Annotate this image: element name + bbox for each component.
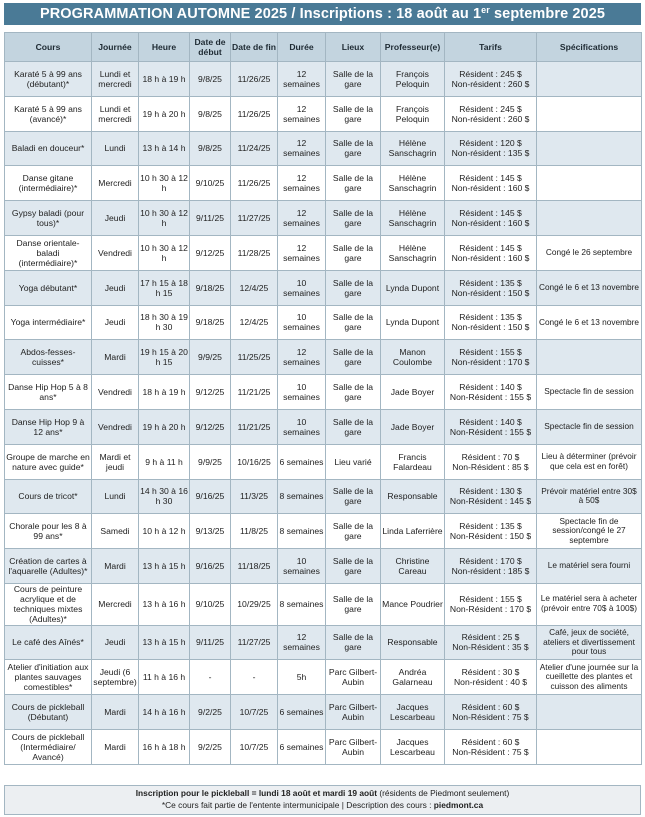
banner-title-part2: septembre 2025 <box>489 6 606 22</box>
cell-journee: Lundi <box>92 131 139 166</box>
tarif-non-resident: Non-Résident : 155 $ <box>449 426 532 437</box>
cell-tarifs <box>445 201 537 236</box>
cell-heure: 14 h à 16 h <box>139 695 190 730</box>
cell-professeur: Responsable <box>381 479 445 514</box>
cell-journee: Vendredi <box>92 409 139 444</box>
cell-cours: Danse gitane (intermédiaire)* <box>5 166 92 201</box>
cell-duree: 12 semaines <box>278 201 326 236</box>
footer-notes <box>4 785 641 815</box>
footer-website-link[interactable]: piedmont.ca <box>433 800 484 810</box>
tarif-resident: Résident : 25 $ <box>461 632 520 643</box>
cell-specifications: Le matériel sera fourni <box>537 549 642 584</box>
cell-date-debut: 9/18/25 <box>190 270 231 305</box>
cell-cours: Cours de tricot* <box>5 479 92 514</box>
cell-heure: 13 h à 16 h <box>139 583 190 625</box>
cell-duree: 10 semaines <box>278 549 326 584</box>
cell-journee: Mardi <box>92 549 139 584</box>
tarif-resident: Résident : 155 $ <box>459 594 522 605</box>
cell-date-fin: 12/4/25 <box>231 270 278 305</box>
cell-heure: 10 h 30 à 12 h <box>139 235 190 270</box>
cell-tarifs <box>445 270 537 305</box>
cell-cours: Yoga intermédiaire* <box>5 305 92 340</box>
cell-heure: 19 h à 20 h <box>139 409 190 444</box>
table-row <box>5 514 642 549</box>
cell-date-debut: 9/12/25 <box>190 235 231 270</box>
tarif-non-resident: Non-Résident : 150 $ <box>449 531 532 542</box>
cell-tarifs <box>445 409 537 444</box>
cell-date-fin: 11/24/25 <box>231 131 278 166</box>
table-row <box>5 96 642 131</box>
cell-heure: 9 h à 11 h <box>139 444 190 479</box>
table-header-row <box>5 33 642 62</box>
cell-specifications <box>537 96 642 131</box>
tarif-non-resident: Non-résident : 135 $ <box>451 148 530 159</box>
cell-date-debut: 9/13/25 <box>190 514 231 549</box>
cell-date-debut: 9/11/25 <box>190 625 231 660</box>
cell-specifications: Le matériel sera à acheter (prévoir entre 70$ à 100$) <box>537 583 642 625</box>
banner-title-part1: PROGRAMMATION AUTOMNE 2025 / Inscriptions : 18 août au 1 <box>39 6 482 22</box>
cell-duree: 8 semaines <box>278 514 326 549</box>
cell-lieux: Lieu varié <box>326 444 381 479</box>
cell-journee: Mardi <box>92 729 139 764</box>
cell-date-debut: 9/11/25 <box>190 201 231 236</box>
tarif-resident: Résident : 135 $ <box>459 277 522 288</box>
cell-cours: Baladi en douceur* <box>5 131 92 166</box>
cell-date-fin: - <box>231 660 278 695</box>
cell-date-fin: 11/25/25 <box>231 340 278 375</box>
cell-date-fin: 11/18/25 <box>231 549 278 584</box>
cell-date-debut: 9/16/25 <box>190 479 231 514</box>
table-row <box>5 444 642 479</box>
cell-cours: Gypsy baladi (pour tous)* <box>5 201 92 236</box>
cell-tarifs <box>445 62 537 97</box>
footer-line-entente <box>5 799 640 811</box>
tarif-non-resident: Non-résident : 150 $ <box>451 322 530 333</box>
cell-journee: Vendredi <box>92 235 139 270</box>
footer-pickleball-bold: Inscription pour le pickleball = lundi 18 août et mardi 19 août <box>135 788 378 798</box>
cell-heure: 18 h à 19 h <box>139 375 190 410</box>
table-row <box>5 62 642 97</box>
cell-specifications <box>537 729 642 764</box>
cell-date-debut: 9/8/25 <box>190 131 231 166</box>
cell-journee: Lundi et mercredi <box>92 96 139 131</box>
cell-duree: 6 semaines <box>278 444 326 479</box>
cell-heure: 14 h 30 à 16 h 30 <box>139 479 190 514</box>
cell-date-debut: 9/2/25 <box>190 695 231 730</box>
cell-date-debut: 9/8/25 <box>190 96 231 131</box>
tarif-non-resident: Non-Résident : 85 $ <box>452 461 529 472</box>
cell-date-debut: 9/12/25 <box>190 409 231 444</box>
cell-heure: 19 h 15 à 20 h 15 <box>139 340 190 375</box>
cell-specifications: Prévoir matériel entre 30$ à 50$ <box>537 479 642 514</box>
cell-date-fin: 10/29/25 <box>231 583 278 625</box>
banner-title-superscript: er <box>481 5 490 15</box>
tarif-resident: Résident : 60 $ <box>461 736 520 747</box>
column-header-cours: Cours <box>5 33 92 62</box>
cell-specifications: Atelier d'une journée sur la cueillette des plantes et cuisson des aliments <box>537 660 642 695</box>
cell-lieux: Salle de la gare <box>326 549 381 584</box>
cell-date-fin: 10/7/25 <box>231 729 278 764</box>
cell-date-debut: 9/16/25 <box>190 549 231 584</box>
cell-journee: Mercredi <box>92 583 139 625</box>
table-row <box>5 583 642 625</box>
cell-tarifs <box>445 305 537 340</box>
cell-professeur: Lynda Dupont <box>381 305 445 340</box>
cell-specifications <box>537 166 642 201</box>
cell-duree: 12 semaines <box>278 131 326 166</box>
tarif-non-resident: Non-résident : 150 $ <box>451 287 530 298</box>
cell-duree: 5h <box>278 660 326 695</box>
tarif-resident: Résident : 130 $ <box>459 486 522 497</box>
cell-cours: Danse Hip Hop 9 à 12 ans* <box>5 409 92 444</box>
tarif-non-resident: Non-Résident : 145 $ <box>449 496 532 507</box>
cell-heure: 10 h à 12 h <box>139 514 190 549</box>
cell-tarifs <box>445 729 537 764</box>
cell-tarifs <box>445 131 537 166</box>
cell-heure: 10 h 30 à 12 h <box>139 201 190 236</box>
tarif-resident: Résident : 120 $ <box>459 138 522 149</box>
table-row <box>5 305 642 340</box>
cell-lieux: Salle de la gare <box>326 131 381 166</box>
cell-specifications <box>537 695 642 730</box>
cell-professeur: Linda Laferrière <box>381 514 445 549</box>
tarif-resident: Résident : 60 $ <box>461 701 520 712</box>
cell-journee: Jeudi <box>92 270 139 305</box>
cell-professeur: Andréa Galarneau <box>381 660 445 695</box>
cell-heure: 10 h 30 à 12 h <box>139 166 190 201</box>
tarif-resident: Résident : 145 $ <box>459 242 522 253</box>
cell-tarifs <box>445 514 537 549</box>
table-row <box>5 660 642 695</box>
cell-duree: 12 semaines <box>278 166 326 201</box>
cell-duree: 12 semaines <box>278 235 326 270</box>
cell-tarifs <box>445 660 537 695</box>
cell-date-debut: 9/18/25 <box>190 305 231 340</box>
cell-journee: Jeudi (6 septembre) <box>92 660 139 695</box>
cell-professeur: Jacques Lescarbeau <box>381 695 445 730</box>
tarif-resident: Résident : 140 $ <box>459 381 522 392</box>
cell-cours: Chorale pour les 8 à 99 ans* <box>5 514 92 549</box>
cell-duree: 10 semaines <box>278 409 326 444</box>
cell-professeur: Jade Boyer <box>381 375 445 410</box>
cell-date-fin: 11/8/25 <box>231 514 278 549</box>
cell-professeur: Hélène Sanschagrin <box>381 131 445 166</box>
table-row <box>5 201 642 236</box>
cell-lieux: Salle de la gare <box>326 96 381 131</box>
cell-duree: 8 semaines <box>278 583 326 625</box>
cell-duree: 12 semaines <box>278 62 326 97</box>
cell-journee: Mardi <box>92 340 139 375</box>
cell-cours: Danse orientale-baladi (intermédiaire)* <box>5 235 92 270</box>
cell-lieux: Salle de la gare <box>326 583 381 625</box>
cell-lieux: Salle de la gare <box>326 166 381 201</box>
tarif-non-resident: Non-résident : 185 $ <box>451 566 530 577</box>
cell-journee: Jeudi <box>92 625 139 660</box>
tarif-resident: Résident : 135 $ <box>459 312 522 323</box>
cell-tarifs <box>445 166 537 201</box>
cell-duree: 12 semaines <box>278 340 326 375</box>
footer-entente-text: *Ce cours fait partie de l'entente intermunicipale | Description des cours : <box>161 800 434 810</box>
tarif-resident: Résident : 140 $ <box>459 416 522 427</box>
cell-lieux: Salle de la gare <box>326 201 381 236</box>
tarif-non-resident: Non-résident : 260 $ <box>451 78 530 89</box>
cell-professeur: Hélène Sanschagrin <box>381 166 445 201</box>
cell-cours: Cours de pickleball (Intermédiaire/ Avancé) <box>5 729 92 764</box>
cell-lieux: Salle de la gare <box>326 340 381 375</box>
cell-specifications: Congé le 6 et 13 novembre <box>537 270 642 305</box>
cell-cours: Cours de peinture acrylique et de techniques mixtes (Adultes)* <box>5 583 92 625</box>
cell-duree: 8 semaines <box>278 479 326 514</box>
cell-duree: 10 semaines <box>278 375 326 410</box>
table-row <box>5 625 642 660</box>
column-header-journee: Journée <box>92 33 139 62</box>
cell-professeur: Responsable <box>381 625 445 660</box>
column-header-duree: Durée <box>278 33 326 62</box>
table-row <box>5 479 642 514</box>
tarif-resident: Résident : 70 $ <box>461 451 520 462</box>
cell-date-fin: 11/21/25 <box>231 409 278 444</box>
column-header-tarifs: Tarifs <box>445 33 537 62</box>
cell-tarifs <box>445 479 537 514</box>
cell-heure: 18 h 30 à 19 h 30 <box>139 305 190 340</box>
cell-date-debut: 9/9/25 <box>190 444 231 479</box>
cell-tarifs <box>445 340 537 375</box>
tarif-resident: Résident : 155 $ <box>459 347 522 358</box>
cell-journee: Mardi <box>92 695 139 730</box>
cell-heure: 17 h 15 à 18 h 15 <box>139 270 190 305</box>
tarif-resident: Résident : 245 $ <box>459 103 522 114</box>
cell-professeur: Hélène Sanschagrin <box>381 201 445 236</box>
cell-heure: 18 h à 19 h <box>139 62 190 97</box>
cell-lieux: Salle de la gare <box>326 375 381 410</box>
cell-date-fin: 11/27/25 <box>231 625 278 660</box>
cell-cours: Karaté 5 à 99 ans (débutant)* <box>5 62 92 97</box>
page-title-banner <box>4 3 641 25</box>
table-row <box>5 131 642 166</box>
cell-date-fin: 11/26/25 <box>231 62 278 97</box>
cell-tarifs <box>445 375 537 410</box>
cell-cours: Création de cartes à l'aquarelle (Adultes)* <box>5 549 92 584</box>
cell-professeur: Lynda Dupont <box>381 270 445 305</box>
cell-professeur: Manon Coulombe <box>381 340 445 375</box>
cell-professeur: François Peloquin <box>381 96 445 131</box>
cell-heure: 13 h à 15 h <box>139 549 190 584</box>
cell-date-debut: 9/10/25 <box>190 166 231 201</box>
table-row <box>5 695 642 730</box>
cell-specifications: Congé le 6 et 13 novembre <box>537 305 642 340</box>
cell-cours: Le café des Aînés* <box>5 625 92 660</box>
cell-cours: Abdos-fesses-cuisses* <box>5 340 92 375</box>
cell-cours: Danse Hip Hop 5 à 8 ans* <box>5 375 92 410</box>
cell-lieux: Salle de la gare <box>326 270 381 305</box>
cell-professeur: Hélène Sanschagrin <box>381 235 445 270</box>
column-header-date-debut: Date de début <box>190 33 231 62</box>
cell-specifications: Spectacle fin de session/congé le 27 septembre <box>537 514 642 549</box>
tarif-non-resident: Non-résident : 40 $ <box>453 677 528 688</box>
tarif-non-resident: Non-résident : 160 $ <box>451 218 530 229</box>
cell-tarifs <box>445 96 537 131</box>
cell-heure: 16 h à 18 h <box>139 729 190 764</box>
table-row <box>5 729 642 764</box>
tarif-resident: Résident : 135 $ <box>459 521 522 532</box>
cell-date-fin: 11/21/25 <box>231 375 278 410</box>
tarif-non-resident: Non-Résident : 155 $ <box>449 392 532 403</box>
cell-date-debut: 9/9/25 <box>190 340 231 375</box>
tarif-non-resident: Non-résident : 260 $ <box>451 113 530 124</box>
cell-duree: 10 semaines <box>278 270 326 305</box>
column-header-professeur: Professeur(e) <box>381 33 445 62</box>
tarif-resident: Résident : 30 $ <box>461 667 520 678</box>
tarif-non-resident: Non-résident : 160 $ <box>451 183 530 194</box>
cell-heure: 13 h à 15 h <box>139 625 190 660</box>
cell-heure: 19 h à 20 h <box>139 96 190 131</box>
cell-tarifs <box>445 235 537 270</box>
cell-date-fin: 11/26/25 <box>231 166 278 201</box>
cell-cours: Yoga débutant* <box>5 270 92 305</box>
cell-date-fin: 11/27/25 <box>231 201 278 236</box>
tarif-resident: Résident : 145 $ <box>459 207 522 218</box>
schedule-table <box>4 32 642 765</box>
cell-date-debut: - <box>190 660 231 695</box>
cell-journee: Samedi <box>92 514 139 549</box>
cell-date-debut: 9/8/25 <box>190 62 231 97</box>
cell-professeur: Christine Careau <box>381 549 445 584</box>
cell-tarifs <box>445 695 537 730</box>
cell-duree: 10 semaines <box>278 305 326 340</box>
cell-specifications: Spectacle fin de session <box>537 409 642 444</box>
cell-date-fin: 10/7/25 <box>231 695 278 730</box>
cell-professeur: Jade Boyer <box>381 409 445 444</box>
tarif-resident: Résident : 170 $ <box>459 555 522 566</box>
table-row <box>5 270 642 305</box>
cell-heure: 13 h à 14 h <box>139 131 190 166</box>
cell-journee: Mercredi <box>92 166 139 201</box>
cell-cours: Karaté 5 à 99 ans (avancé)* <box>5 96 92 131</box>
cell-date-fin: 11/26/25 <box>231 96 278 131</box>
table-row <box>5 549 642 584</box>
table-row <box>5 166 642 201</box>
cell-professeur: Jacques Lescarbeau <box>381 729 445 764</box>
cell-journee: Jeudi <box>92 305 139 340</box>
cell-duree: 6 semaines <box>278 695 326 730</box>
footer-pickleball-note: (résidents de Piedmont seulement) <box>377 788 510 798</box>
cell-specifications <box>537 62 642 97</box>
cell-lieux: Salle de la gare <box>326 305 381 340</box>
cell-cours: Groupe de marche en nature avec guide* <box>5 444 92 479</box>
cell-date-debut: 9/2/25 <box>190 729 231 764</box>
cell-specifications <box>537 131 642 166</box>
table-row <box>5 409 642 444</box>
cell-journee: Lundi <box>92 479 139 514</box>
cell-date-debut: 9/10/25 <box>190 583 231 625</box>
cell-specifications: Lieu à déterminer (prévoir que cela est en forêt) <box>537 444 642 479</box>
footer-line-pickleball <box>5 787 640 799</box>
cell-date-debut: 9/12/25 <box>190 375 231 410</box>
tarif-non-resident: Non-Résident : 170 $ <box>449 604 532 615</box>
cell-heure: 11 h à 16 h <box>139 660 190 695</box>
cell-duree: 12 semaines <box>278 625 326 660</box>
cell-tarifs <box>445 625 537 660</box>
cell-lieux: Salle de la gare <box>326 62 381 97</box>
cell-date-fin: 10/16/25 <box>231 444 278 479</box>
cell-date-fin: 11/28/25 <box>231 235 278 270</box>
cell-lieux: Salle de la gare <box>326 409 381 444</box>
tarif-non-resident: Non-Résident : 75 $ <box>452 712 529 722</box>
cell-lieux: Salle de la gare <box>326 479 381 514</box>
tarif-non-resident: Non-résident : 170 $ <box>451 357 530 368</box>
cell-journee: Vendredi <box>92 375 139 410</box>
cell-date-fin: 12/4/25 <box>231 305 278 340</box>
cell-specifications: Café, jeux de société, ateliers et divertissement pour tous <box>537 625 642 660</box>
cell-cours: Cours de pickleball (Débutant) <box>5 695 92 730</box>
cell-lieux: Parc Gilbert-Aubin <box>326 695 381 730</box>
cell-lieux: Parc Gilbert-Aubin <box>326 729 381 764</box>
cell-duree: 6 semaines <box>278 729 326 764</box>
cell-specifications: Congé le 26 septembre <box>537 235 642 270</box>
table-row <box>5 375 642 410</box>
cell-professeur: Mance Poudrier <box>381 583 445 625</box>
cell-journee: Lundi et mercredi <box>92 62 139 97</box>
cell-tarifs <box>445 583 537 625</box>
tarif-non-resident: Non-résident : 160 $ <box>451 252 530 263</box>
cell-specifications <box>537 340 642 375</box>
tarif-non-resident: Non-Résident : 35 $ <box>452 642 529 653</box>
table-row <box>5 340 642 375</box>
cell-specifications <box>537 201 642 236</box>
cell-tarifs <box>445 444 537 479</box>
cell-lieux: Salle de la gare <box>326 625 381 660</box>
cell-specifications: Spectacle fin de session <box>537 375 642 410</box>
cell-journee: Mardi et jeudi <box>92 444 139 479</box>
cell-professeur: François Peloquin <box>381 62 445 97</box>
cell-lieux: Salle de la gare <box>326 514 381 549</box>
cell-date-fin: 11/3/25 <box>231 479 278 514</box>
cell-cours: Atelier d'initiation aux plantes sauvages comestibles* <box>5 660 92 695</box>
column-header-specifications: Spécifications <box>537 33 642 62</box>
cell-professeur: Francis Falardeau <box>381 444 445 479</box>
cell-journee: Jeudi <box>92 201 139 236</box>
tarif-non-resident: Non-Résident : 75 $ <box>452 746 529 757</box>
cell-lieux: Salle de la gare <box>326 235 381 270</box>
cell-tarifs <box>445 549 537 584</box>
tarif-resident: Résident : 145 $ <box>459 173 522 184</box>
column-header-lieux: Lieux <box>326 33 381 62</box>
cell-lieux: Parc Gilbert-Aubin <box>326 660 381 695</box>
tarif-resident: Résident : 245 $ <box>459 68 522 79</box>
table-row <box>5 235 642 270</box>
column-header-date-fin: Date de fin <box>231 33 278 62</box>
column-header-heure: Heure <box>139 33 190 62</box>
cell-duree: 12 semaines <box>278 96 326 131</box>
